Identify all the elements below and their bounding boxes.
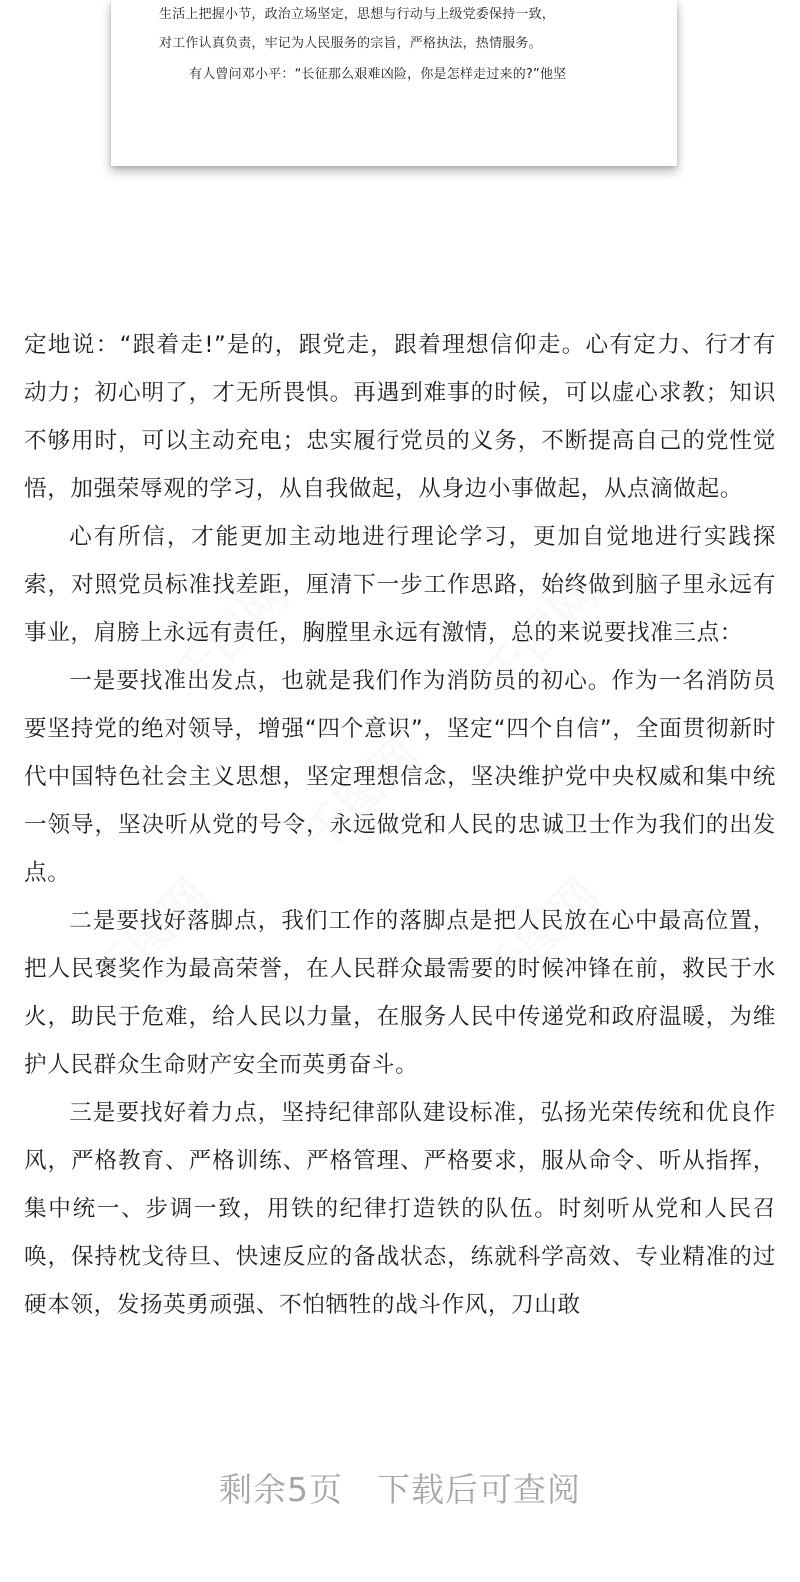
download-hint-text: 下载后可查阅	[377, 1470, 581, 1509]
watermark: 千图网	[83, 867, 220, 1004]
document-body	[24, 321, 776, 1329]
watermark: 千图网	[473, 867, 610, 1004]
document-preview-card	[111, 0, 677, 166]
download-prompt[interactable]	[0, 1465, 800, 1515]
paragraph: 定地说：“跟着走!”是的，跟党走，跟着理想信仰走。心有定力、行才有动力；初心明了，才无所畏惧。再遇到难事的时候，可以虚心求教；知识不够用时，可以主动充电；忠实履行党员的义务，不断提高自己的党性觉悟，加强荣辱观的学习，从自我做起，从身边小事做起，从点滴做起。	[24, 332, 776, 502]
preview-line: 对工作认真负责，牢记为人民服务的宗旨，严格执法，热情服务。	[159, 36, 542, 51]
paragraph: 一是要找准出发点，也就是我们作为消防员的初心。作为一名消防员要坚持党的绝对领导，增强“四个意识”，坚定“四个自信”，全面贯彻新时代中国特色社会主义思想，坚定理想信念，坚决维护党中央权威和集中统一领导，坚决听从党的号令，永远做党和人民的忠诚卫士作为我们的出发点。	[24, 668, 776, 886]
watermark: 千图网	[163, 567, 300, 704]
paragraph: 三是要找好着力点，坚持纪律部队建设标准，弘扬光荣传统和优良作风，严格教育、严格训练、严格管理、严格要求，服从命令、听从指挥，集中统一、步调一致，用铁的纪律打造铁的队伍。时刻听从党和人民召唤，保持枕戈待旦、快速反应的备战状态，练就科学高效、专业精准的过硬本领，发扬英勇顽强、不怕牺牲的战斗作风，刀山敢	[24, 1100, 776, 1318]
preview-line: 有人曾问邓小平：“长征那么艰难凶险，你是怎样走过来的?”他坚	[189, 67, 567, 82]
watermark: 千图网	[293, 727, 430, 864]
paragraph: 心有所信，才能更加主动地进行理论学习，更加自觉地进行实践探索，对照党员标准找差距，厘清下一步工作思路，始终做到脑子里永远有事业，肩膀上永远有责任，胸膛里永远有激情，总的来说要找准三点：	[24, 524, 776, 646]
remaining-pages-text: 剩余5页	[219, 1470, 343, 1509]
watermark: 千图网	[473, 567, 610, 704]
paragraph: 二是要找好落脚点，我们工作的落脚点是把人民放在心中最高位置，把人民褒奖作为最高荣誉，在人民群众最需要的时候冲锋在前，救民于水火，助民于危难，给人民以力量，在服务人民中传递党和政府温暖，为维护人民群众生命财产安全而英勇奋斗。	[24, 908, 776, 1078]
preview-line: 生活上把握小节，政治立场坚定，思想与行动与上级党委保持一致，	[159, 7, 556, 22]
